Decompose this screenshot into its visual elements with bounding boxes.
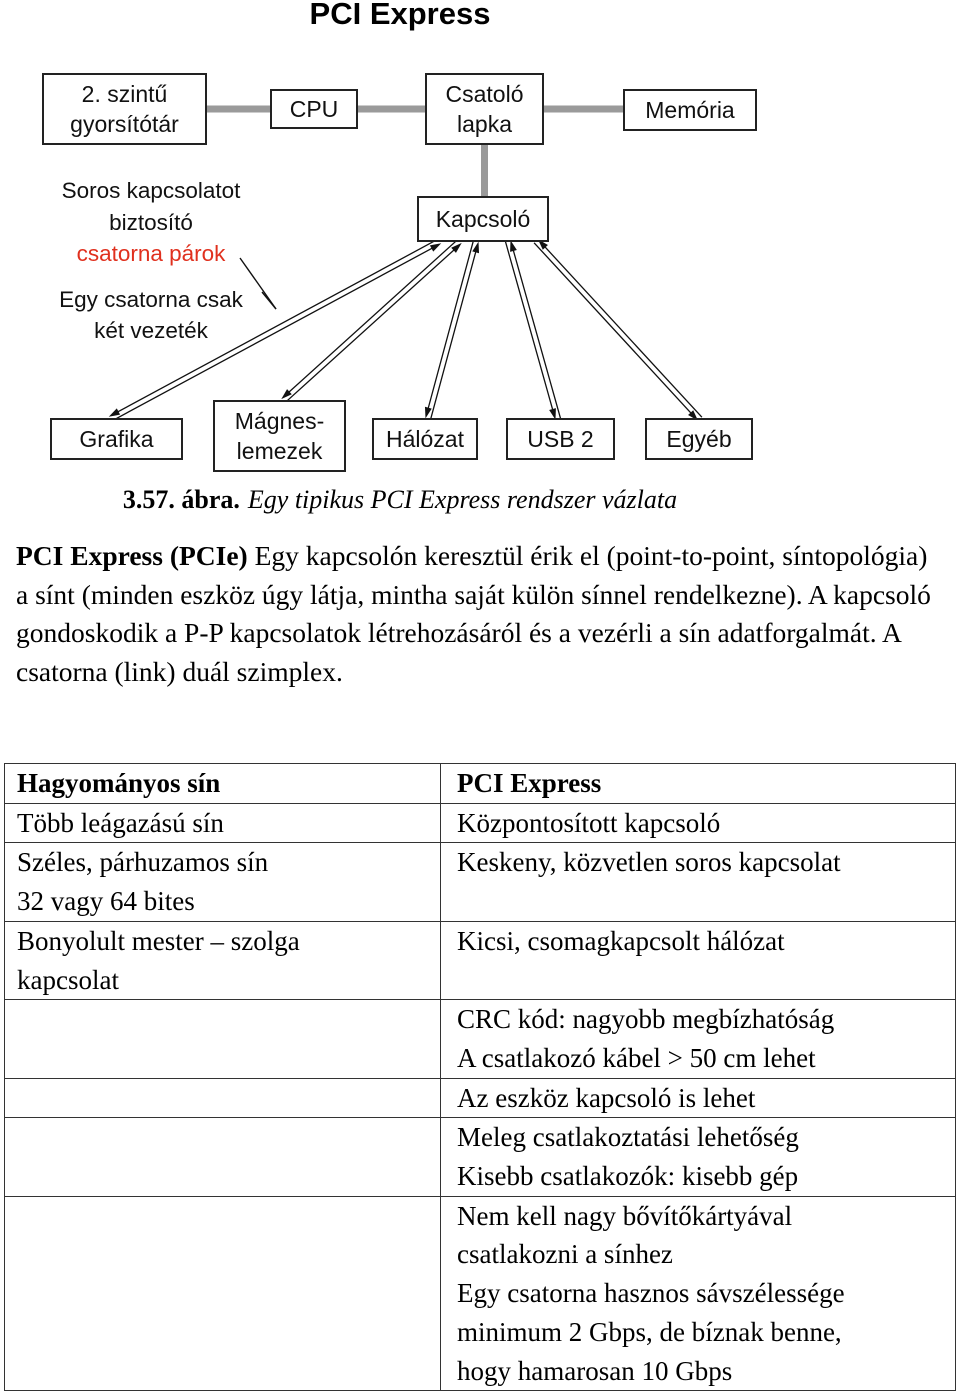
left-cell [5,1078,441,1118]
right-cell-text: Az eszköz kapcsoló is lehet [457,1082,756,1113]
table-row [5,1196,956,1391]
right-cell-text: Kicsi, csomagkapcsolt hálózat [457,925,785,956]
box-cpu [271,90,357,128]
box-network [373,419,477,459]
left-column-header: Hagyományos sín [17,768,221,798]
right-cell-text: Nem kell nagy bővítőkártyával [457,1200,793,1231]
right-cell [441,921,956,999]
diagram-annotations [59,178,276,343]
figure-number: 3.57. ábra. [122,485,240,514]
box-switch [418,197,548,241]
left-cell-text: Széles, párhuzamos sín [17,847,269,878]
box-label: Grafika [79,426,154,452]
right-cell [441,1078,956,1118]
box-label: Hálózat [386,426,464,452]
dual-simplex-link [505,240,560,419]
dual-simplex-link [281,239,461,403]
box-label: CPU [289,96,339,122]
right-cell-text: A csatlakozó kábel > 50 cm lehet [457,1042,816,1073]
right-column-header: PCI Express [457,768,602,798]
right-cell-text: Egy csatorna hasznos sávszélessége [457,1278,845,1309]
figure-caption-text: Egy tipikus PCI Express rendszer vázlata [247,485,678,514]
box-label: lemezek [236,438,323,464]
box-l2-cache [43,74,206,144]
table-row [5,1000,956,1078]
annotation-one-link: Egy csatorna csak [59,287,243,312]
left-cell [5,843,441,921]
left-cell [5,1118,441,1196]
right-cell-text: Kisebb csatlakozók: kisebb gép [457,1161,799,1192]
right-cell-text: Meleg csatlakoztatási lehetőség [457,1122,799,1153]
box-label: Csatoló [445,81,524,107]
annotation-channel-pairs-highlight: csatorna párok [76,241,226,266]
box-usb2 [507,419,614,459]
right-cell-text: Keskeny, közvetlen soros kapcsolat [457,847,841,878]
left-cell [5,921,441,999]
box-label: Kapcsoló [435,206,531,232]
left-cell-text: Több leágazású sín [17,807,224,838]
left-cell-text: kapcsolat [17,964,119,995]
box-label: gyorsítótár [70,111,179,137]
table-row [5,1078,956,1118]
dual-simplex-link [534,239,702,421]
right-cell [441,843,956,921]
box-label: Memória [645,97,735,123]
table-row [5,843,956,921]
box-disk [214,401,345,471]
intro-lead: PCI Express (PCIe) [16,540,248,571]
intro-paragraph [16,537,946,691]
table-row [5,921,956,999]
figure-caption [0,485,800,515]
dual-simplex-link [425,240,479,419]
left-cell-text: Bonyolult mester – szolga [17,925,300,956]
right-cell [441,803,956,843]
pci-express-diagram [0,0,960,480]
annotation-serial-pairs: biztosító [109,210,193,235]
left-cell [5,1196,441,1391]
page-title: PCI Express [309,0,491,31]
box-other [646,419,752,459]
box-memory [624,90,756,130]
diagram-boxes [43,74,756,471]
right-cell [441,1196,956,1391]
table-row [5,803,956,843]
box-label: USB 2 [527,426,594,452]
box-label: Mágnes- [234,408,325,434]
annotation-serial-pairs: Soros kapcsolatot [61,178,241,203]
box-label: 2. szintű [81,81,168,107]
right-cell [441,1000,956,1078]
right-cell [441,1118,956,1196]
right-cell-text: Központosított kapcsoló [457,807,721,838]
box-label: Egyéb [666,426,732,452]
intro-body: Egy kapcsolón keresztül érik el (point-to-point, síntopológia) a sínt (minden eszköz úgy látja, mintha saját külön sínnel rendelkezne). A kapcsoló gondoskodik a P-P kapcsolatok létrehozásáról és a vezérli a sín adatforgalmát. A csatorna (link) duál szimplex. [16,540,931,687]
annotation-one-link: két vezeték [94,318,208,343]
left-cell [5,803,441,843]
box-label: lapka [457,111,512,137]
right-cell-text: csatlakozni a sínhez [457,1239,673,1270]
box-bridge [426,74,543,144]
box-graphics [51,419,182,459]
right-cell-text: minimum 2 Gbps, de bíznak benne, [457,1316,842,1347]
table-header-row [5,764,956,804]
right-cell-text: CRC kód: nagyobb megbízhatóság [457,1004,835,1035]
comparison-table [4,763,956,1391]
table-row [5,1118,956,1196]
annotation-pointer [262,292,276,309]
right-cell-text: hogy hamarosan 10 Gbps [457,1355,733,1386]
left-cell-text: 32 vagy 64 bites [17,886,195,917]
left-cell [5,1000,441,1078]
